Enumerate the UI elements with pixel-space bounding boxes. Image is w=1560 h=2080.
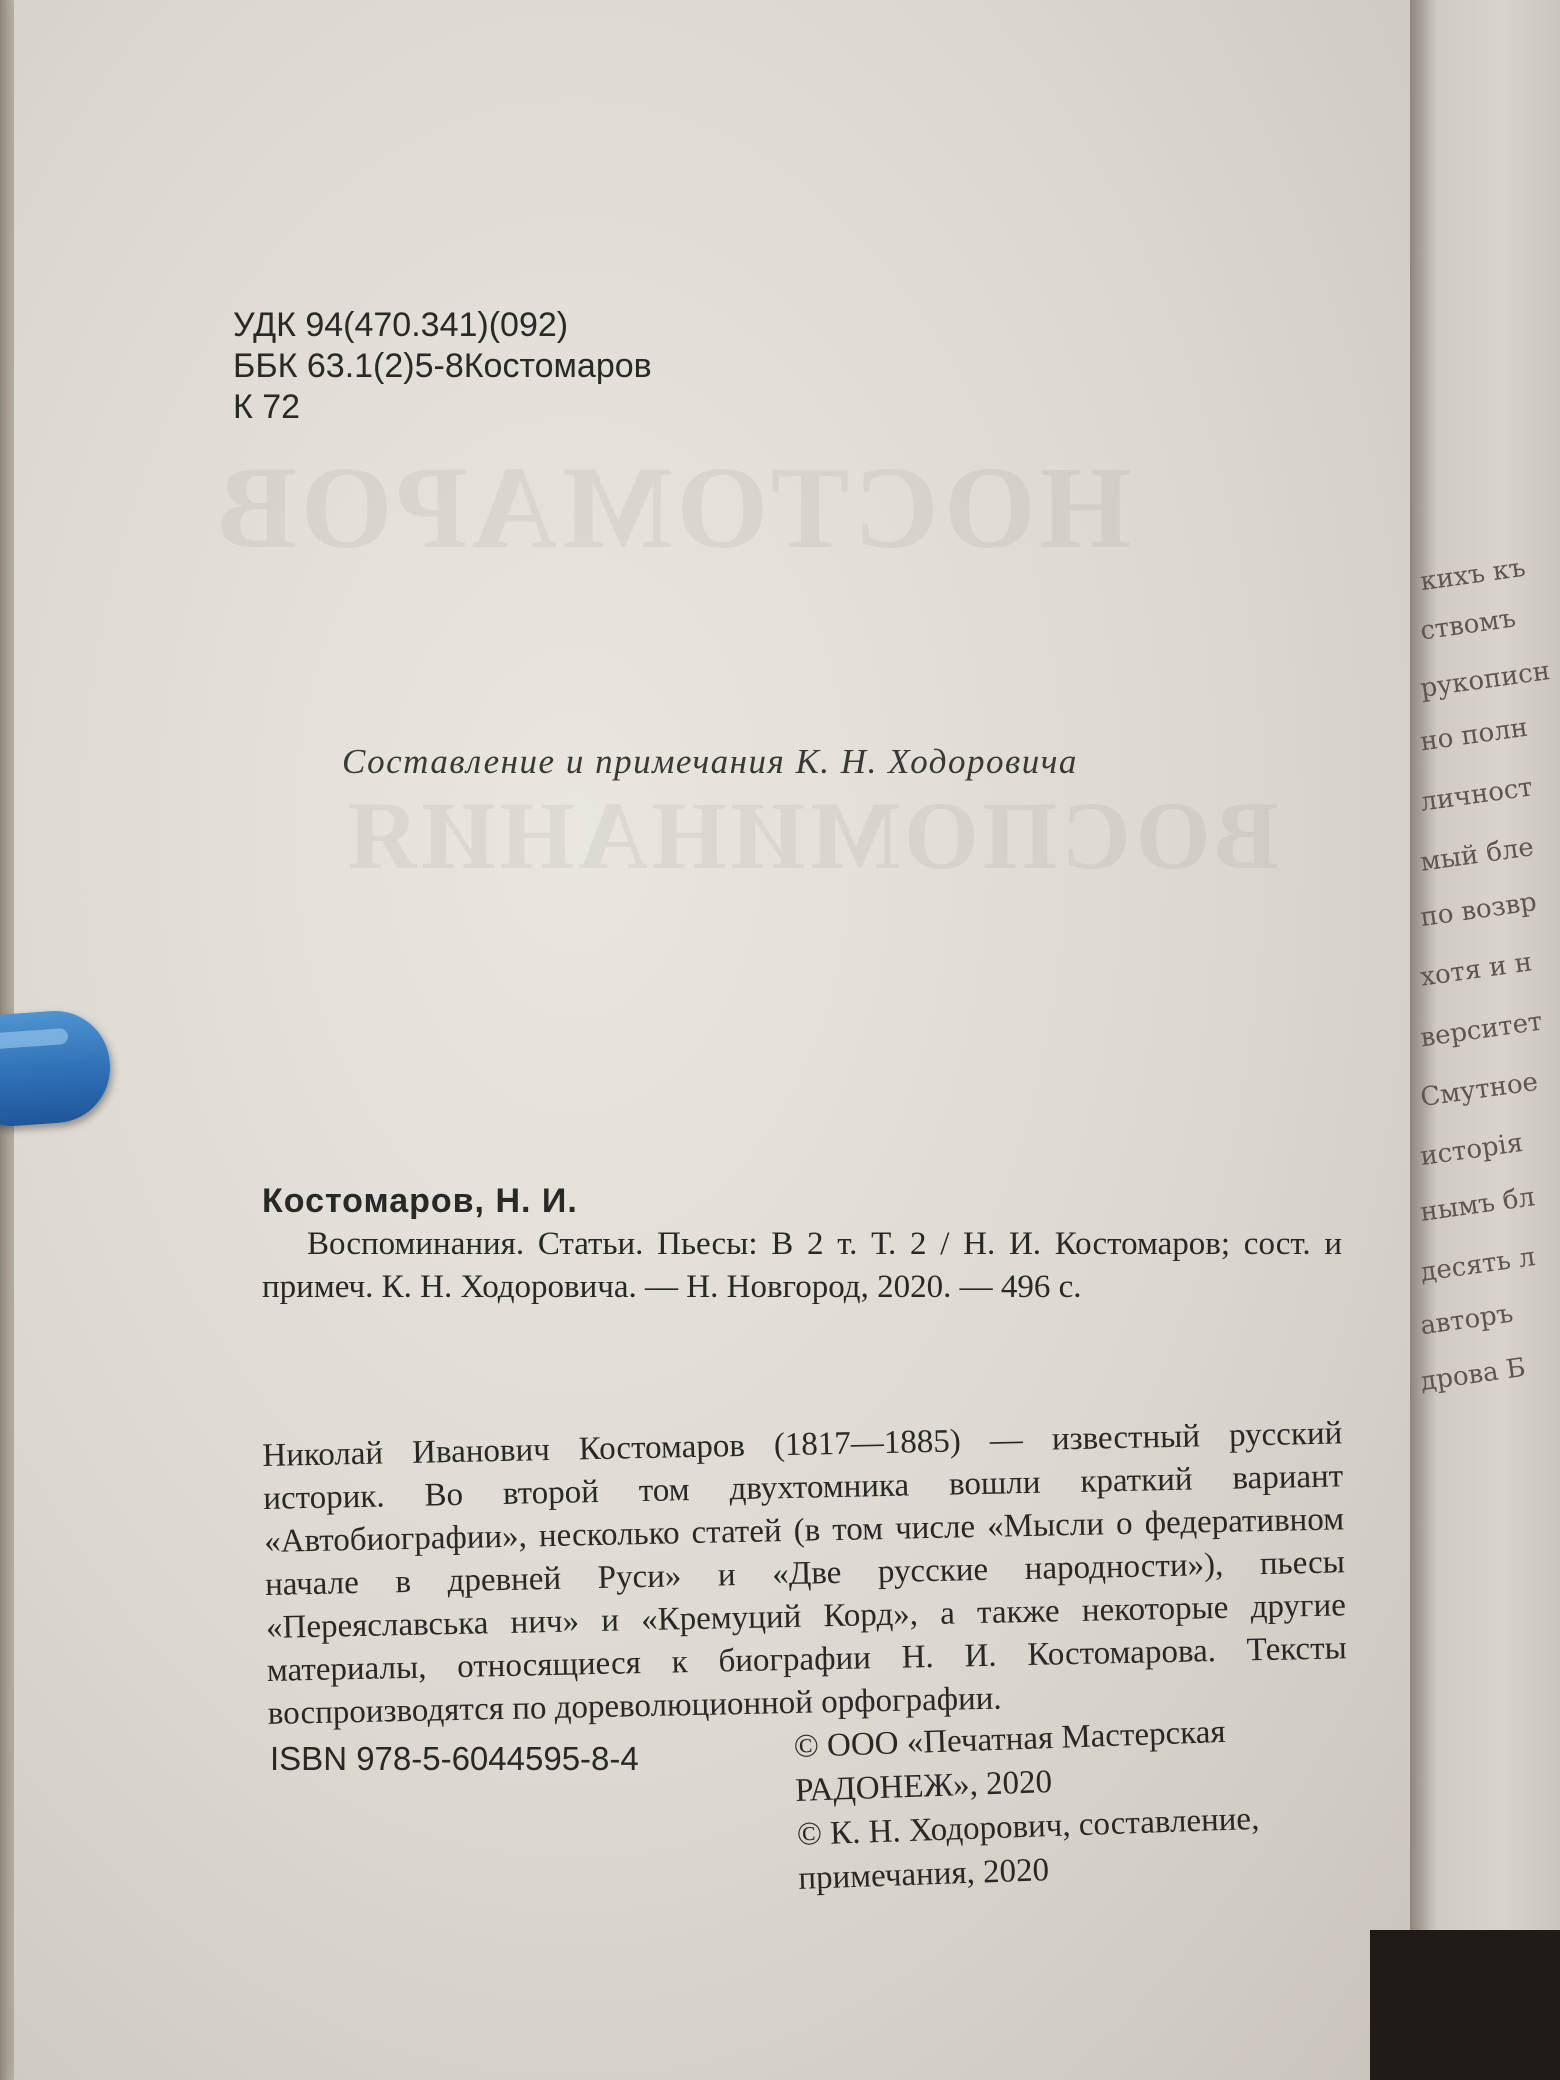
annotation-paragraph: Николай Иванович Костомаров (1817—1885) — известный русский историк. Во второй том двухтомника вошли краткий вариант «Автобиографии», несколько статей (в том числе «Мысли о федеративном начале в древней Руси» и «Две русские народности»), пьесы «Переяславська нич» и «Кремуций Корд», а также некоторые другие материалы, относящиеся к биографии Н. И. Костомарова. Тексты воспроизводятся по дореволюционной орфографии. [262,1415,1348,1732]
author-heading: Костомаров, Н. И. [262,1182,578,1220]
compiler-line: Составление и примечания К. Н. Ходоровича [342,742,1078,781]
isbn: ISBN 978-5-6044595-8-4 [270,1740,639,1777]
copyright-line: © К. Н. Ходорович, составление, [796,1800,1260,1853]
bibliographic-description: Воспоминания. Статьи. Пьесы: В 2 т. Т. 2 / Н. И. Костомаров; сост. и примеч. К. Н. Ходоровича. — Н. Новгород, 2020. — 496 с. [262,1226,1342,1305]
bbk-code: ББК 63.1(2)5-8Костомаров [233,347,652,385]
author-sign: К 72 [233,388,301,426]
show-through-text: ВОСПОМИНАНИЯ [344,782,1279,889]
classification-block [233,305,652,428]
facing-page-edge: кихъ къ ствомъ рукописн но полн личност мый бле по возвр хотя и н верситет Смутное исторія нымъ бл десять л авторъ дрова Б [1410,0,1560,2080]
bibliographic-record [262,1180,1342,1309]
table-background [1370,1930,1560,2080]
copyright-block [793,1709,1262,1901]
copyright-line: примечания, 2020 [797,1852,1050,1897]
udk-code: УДК 94(470.341)(092) [233,306,569,344]
copyright-line: РАДОНЕЖ», 2020 [794,1764,1053,1809]
show-through-text: НОСТОМАРОВ [214,442,1132,573]
copyright-line: © ООО «Печатная Мастерская [793,1713,1227,1765]
